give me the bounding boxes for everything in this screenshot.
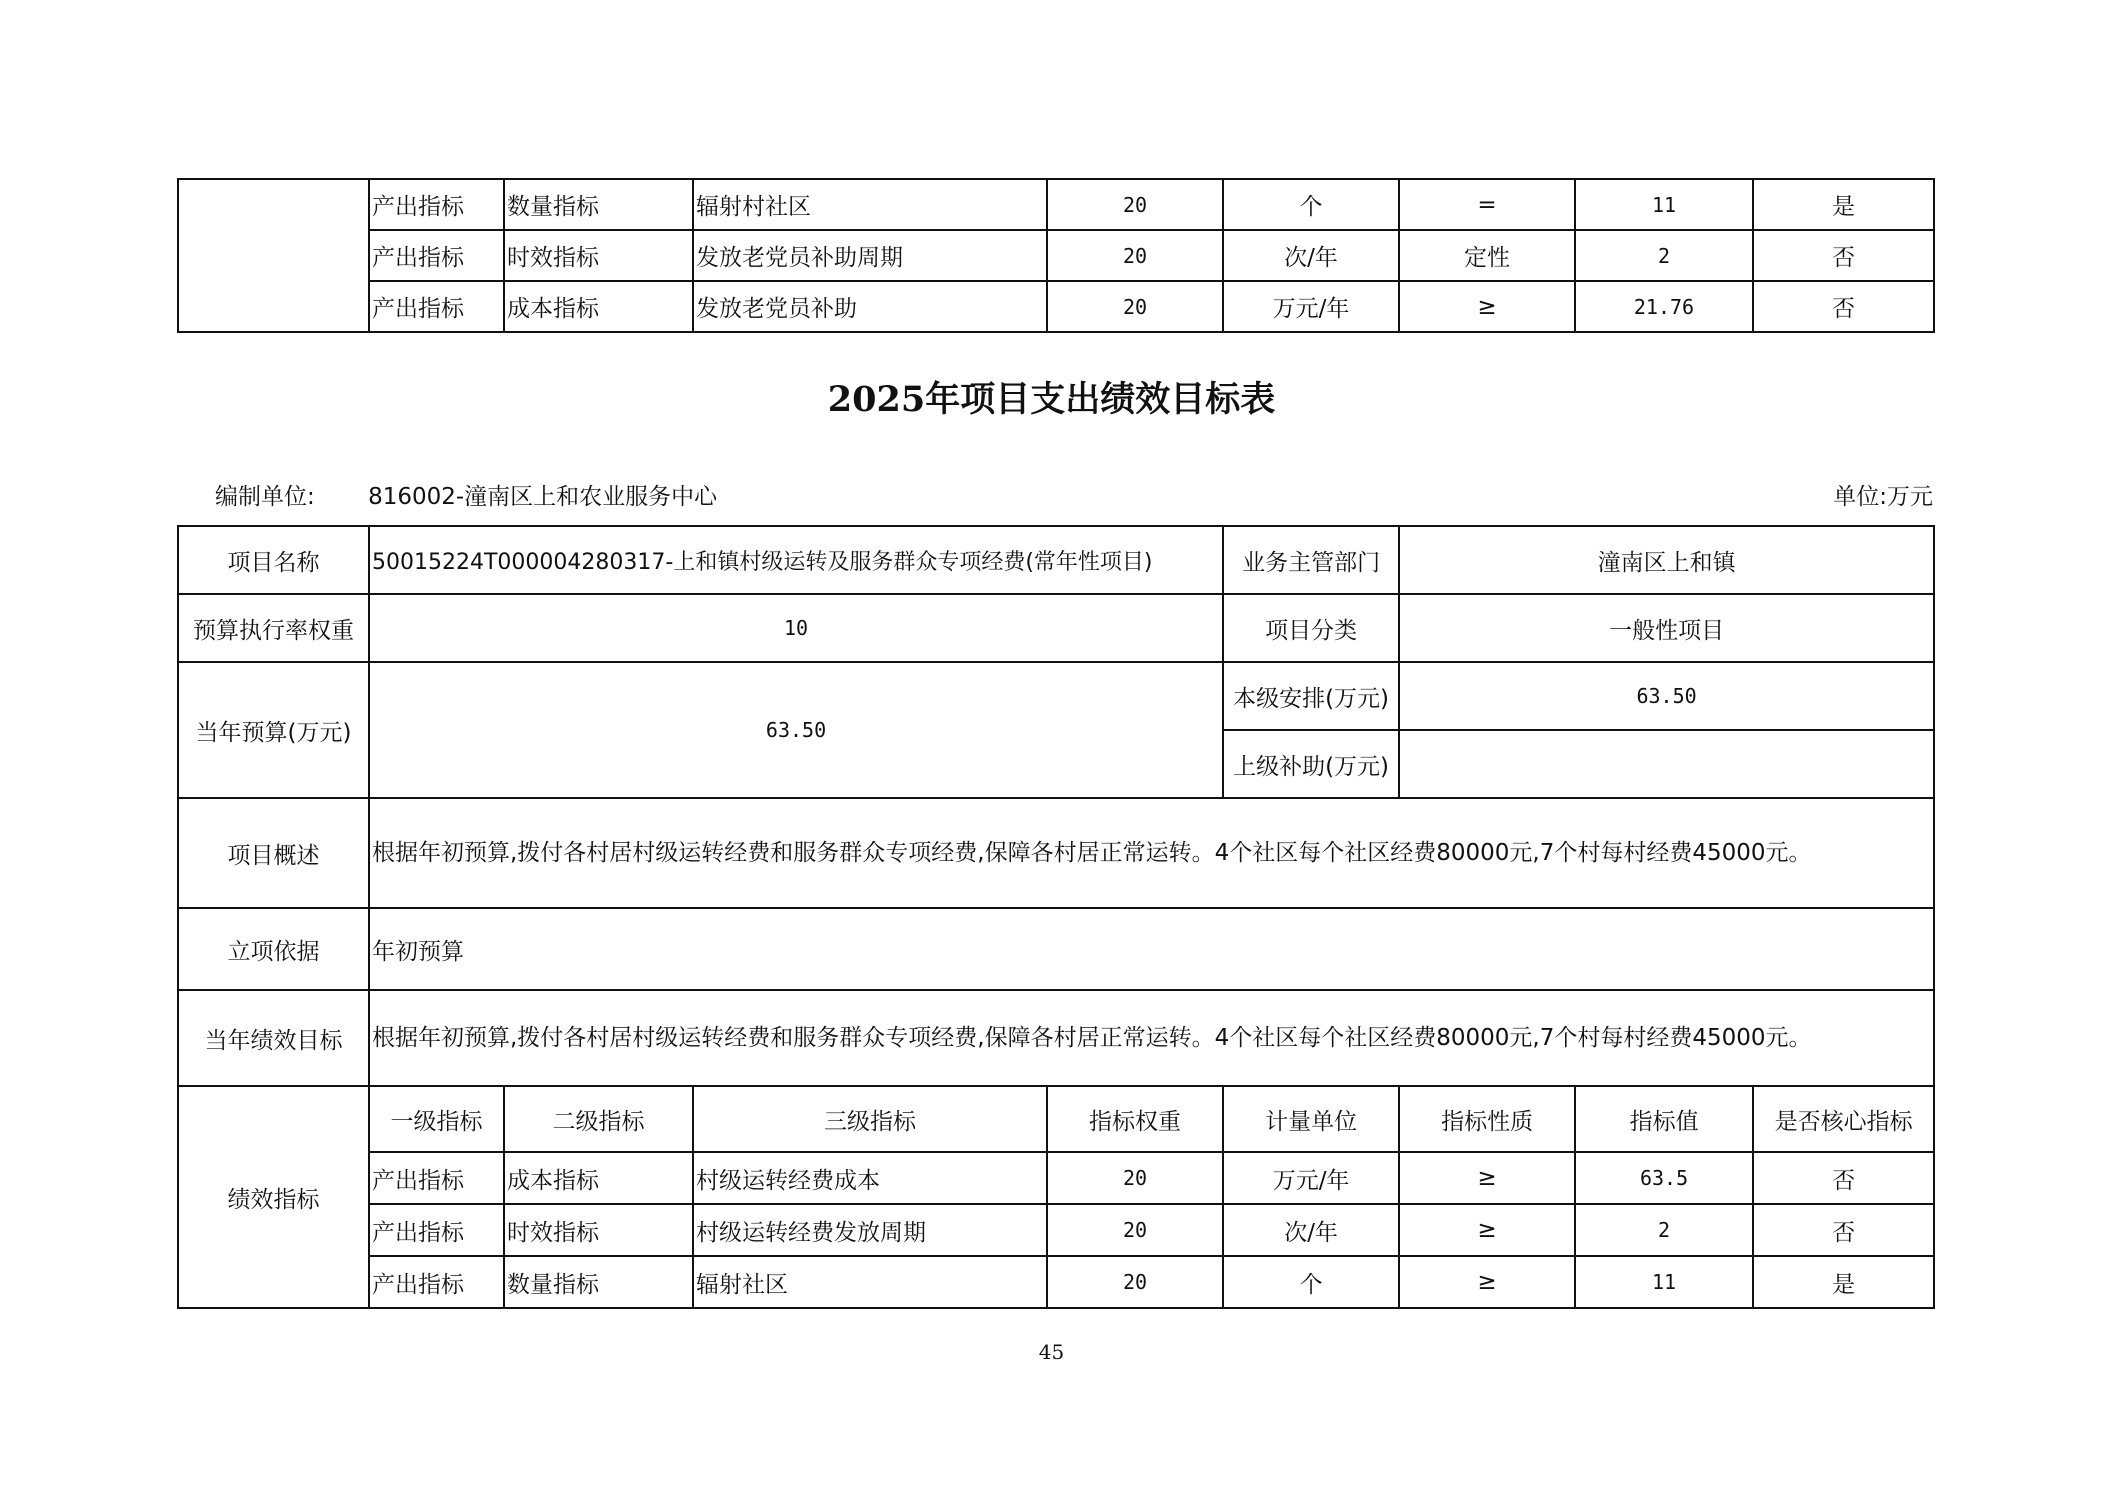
table-row (178, 179, 1934, 230)
header-nature: 指标性质 (1399, 1086, 1575, 1152)
weight-value: 10 (369, 594, 1223, 662)
superior-subsidy-label: 上级补助(万元) (1223, 730, 1399, 798)
nature-cell: ≥ (1399, 1204, 1575, 1256)
unit-cell: 个 (1223, 1256, 1399, 1308)
level2-cell: 数量指标 (504, 1256, 693, 1308)
header-core: 是否核心指标 (1753, 1086, 1934, 1152)
core-cell: 是 (1753, 179, 1934, 230)
level1-cell: 产出指标 (369, 1204, 504, 1256)
unit-cell: 万元/年 (1223, 281, 1399, 332)
core-cell: 否 (1753, 230, 1934, 281)
superior-subsidy-value (1399, 730, 1934, 798)
weight-cell: 20 (1047, 1256, 1223, 1308)
table-row (178, 594, 1934, 662)
level3-cell: 辐射社区 (693, 1256, 1047, 1308)
org-value: 816002-潼南区上和农业服务中心 (368, 484, 718, 510)
performance-target-table (177, 525, 1935, 1309)
value-cell: 11 (1575, 1256, 1753, 1308)
dept-value: 潼南区上和镇 (1399, 526, 1934, 594)
core-cell: 否 (1753, 1204, 1934, 1256)
weight-cell: 20 (1047, 230, 1223, 281)
page-number: 45 (1038, 1340, 1065, 1364)
page-title: 2025年项目支出绩效目标表 (827, 379, 1276, 420)
weight-label: 预算执行率权重 (178, 594, 369, 662)
level1-cell: 产出指标 (369, 281, 504, 332)
table-row (178, 1152, 1934, 1204)
header-level1: 一级指标 (369, 1086, 504, 1152)
basis-value: 年初预算 (369, 908, 1934, 990)
table-row (178, 230, 1934, 281)
value-cell: 2 (1575, 1204, 1753, 1256)
org-unit-row (215, 478, 1933, 511)
category-value: 一般性项目 (1399, 594, 1934, 662)
continued-indicator-table (177, 178, 1935, 333)
header-weight: 指标权重 (1047, 1086, 1223, 1152)
budget-label: 当年预算(万元) (178, 662, 369, 798)
level2-cell: 时效指标 (504, 230, 693, 281)
unit-cell: 万元/年 (1223, 1152, 1399, 1204)
table-row (178, 1086, 1934, 1152)
level1-cell: 产出指标 (369, 1256, 504, 1308)
empty-cell (178, 179, 369, 332)
table-row (178, 662, 1934, 730)
unit-cell: 次/年 (1223, 1204, 1399, 1256)
nature-cell: = (1399, 179, 1575, 230)
value-cell: 2 (1575, 230, 1753, 281)
nature-cell: ≥ (1399, 281, 1575, 332)
level3-cell: 辐射村社区 (693, 179, 1047, 230)
overview-value: 根据年初预算,拨付各村居村级运转经费和服务群众专项经费,保障各村居正常运转。4个社区每个社区经费80000元,7个村每村经费45000元。 (369, 798, 1934, 908)
level2-cell: 时效指标 (504, 1204, 693, 1256)
level2-cell: 数量指标 (504, 179, 693, 230)
table-row (178, 1204, 1934, 1256)
header-level2: 二级指标 (504, 1086, 693, 1152)
category-label: 项目分类 (1223, 594, 1399, 662)
weight-cell: 20 (1047, 179, 1223, 230)
table-row (178, 1256, 1934, 1308)
project-name-value: 50015224T000004280317-上和镇村级运转及服务群众专项经费(常年性项目) (369, 526, 1223, 594)
core-cell: 是 (1753, 1256, 1934, 1308)
nature-cell: ≥ (1399, 1152, 1575, 1204)
table-row (178, 908, 1934, 990)
overview-label: 项目概述 (178, 798, 369, 908)
nature-cell: 定性 (1399, 230, 1575, 281)
level3-cell: 村级运转经费成本 (693, 1152, 1047, 1204)
level1-cell: 产出指标 (369, 179, 504, 230)
value-cell: 63.5 (1575, 1152, 1753, 1204)
header-unit: 计量单位 (1223, 1086, 1399, 1152)
core-cell: 否 (1753, 281, 1934, 332)
dept-label: 业务主管部门 (1223, 526, 1399, 594)
goal-value: 根据年初预算,拨付各村居村级运转经费和服务群众专项经费,保障各村居正常运转。4个社区每个社区经费80000元,7个村每村经费45000元。 (369, 990, 1934, 1086)
goal-label: 当年绩效目标 (178, 990, 369, 1086)
weight-cell: 20 (1047, 1152, 1223, 1204)
budget-value: 63.50 (369, 662, 1223, 798)
level2-cell: 成本指标 (504, 281, 693, 332)
table-row (178, 798, 1934, 908)
basis-label: 立项依据 (178, 908, 369, 990)
weight-cell: 20 (1047, 1204, 1223, 1256)
header-value: 指标值 (1575, 1086, 1753, 1152)
project-name-label: 项目名称 (178, 526, 369, 594)
table-row (178, 990, 1934, 1086)
level1-cell: 产出指标 (369, 1152, 504, 1204)
local-budget-value: 63.50 (1399, 662, 1934, 730)
indicators-label: 绩效指标 (178, 1086, 369, 1308)
org-label: 编制单位: (215, 484, 315, 510)
table-row (178, 526, 1934, 594)
level3-cell: 发放老党员补助 (693, 281, 1047, 332)
level3-cell: 发放老党员补助周期 (693, 230, 1047, 281)
unit-cell: 个 (1223, 179, 1399, 230)
level1-cell: 产出指标 (369, 230, 504, 281)
nature-cell: ≥ (1399, 1256, 1575, 1308)
value-cell: 21.76 (1575, 281, 1753, 332)
level2-cell: 成本指标 (504, 1152, 693, 1204)
value-cell: 11 (1575, 179, 1753, 230)
unit-cell: 次/年 (1223, 230, 1399, 281)
core-cell: 否 (1753, 1152, 1934, 1204)
unit-label: 单位:万元 (1833, 484, 1933, 510)
table-row (178, 281, 1934, 332)
level3-cell: 村级运转经费发放周期 (693, 1204, 1047, 1256)
weight-cell: 20 (1047, 281, 1223, 332)
local-budget-label: 本级安排(万元) (1223, 662, 1399, 730)
header-level3: 三级指标 (693, 1086, 1047, 1152)
